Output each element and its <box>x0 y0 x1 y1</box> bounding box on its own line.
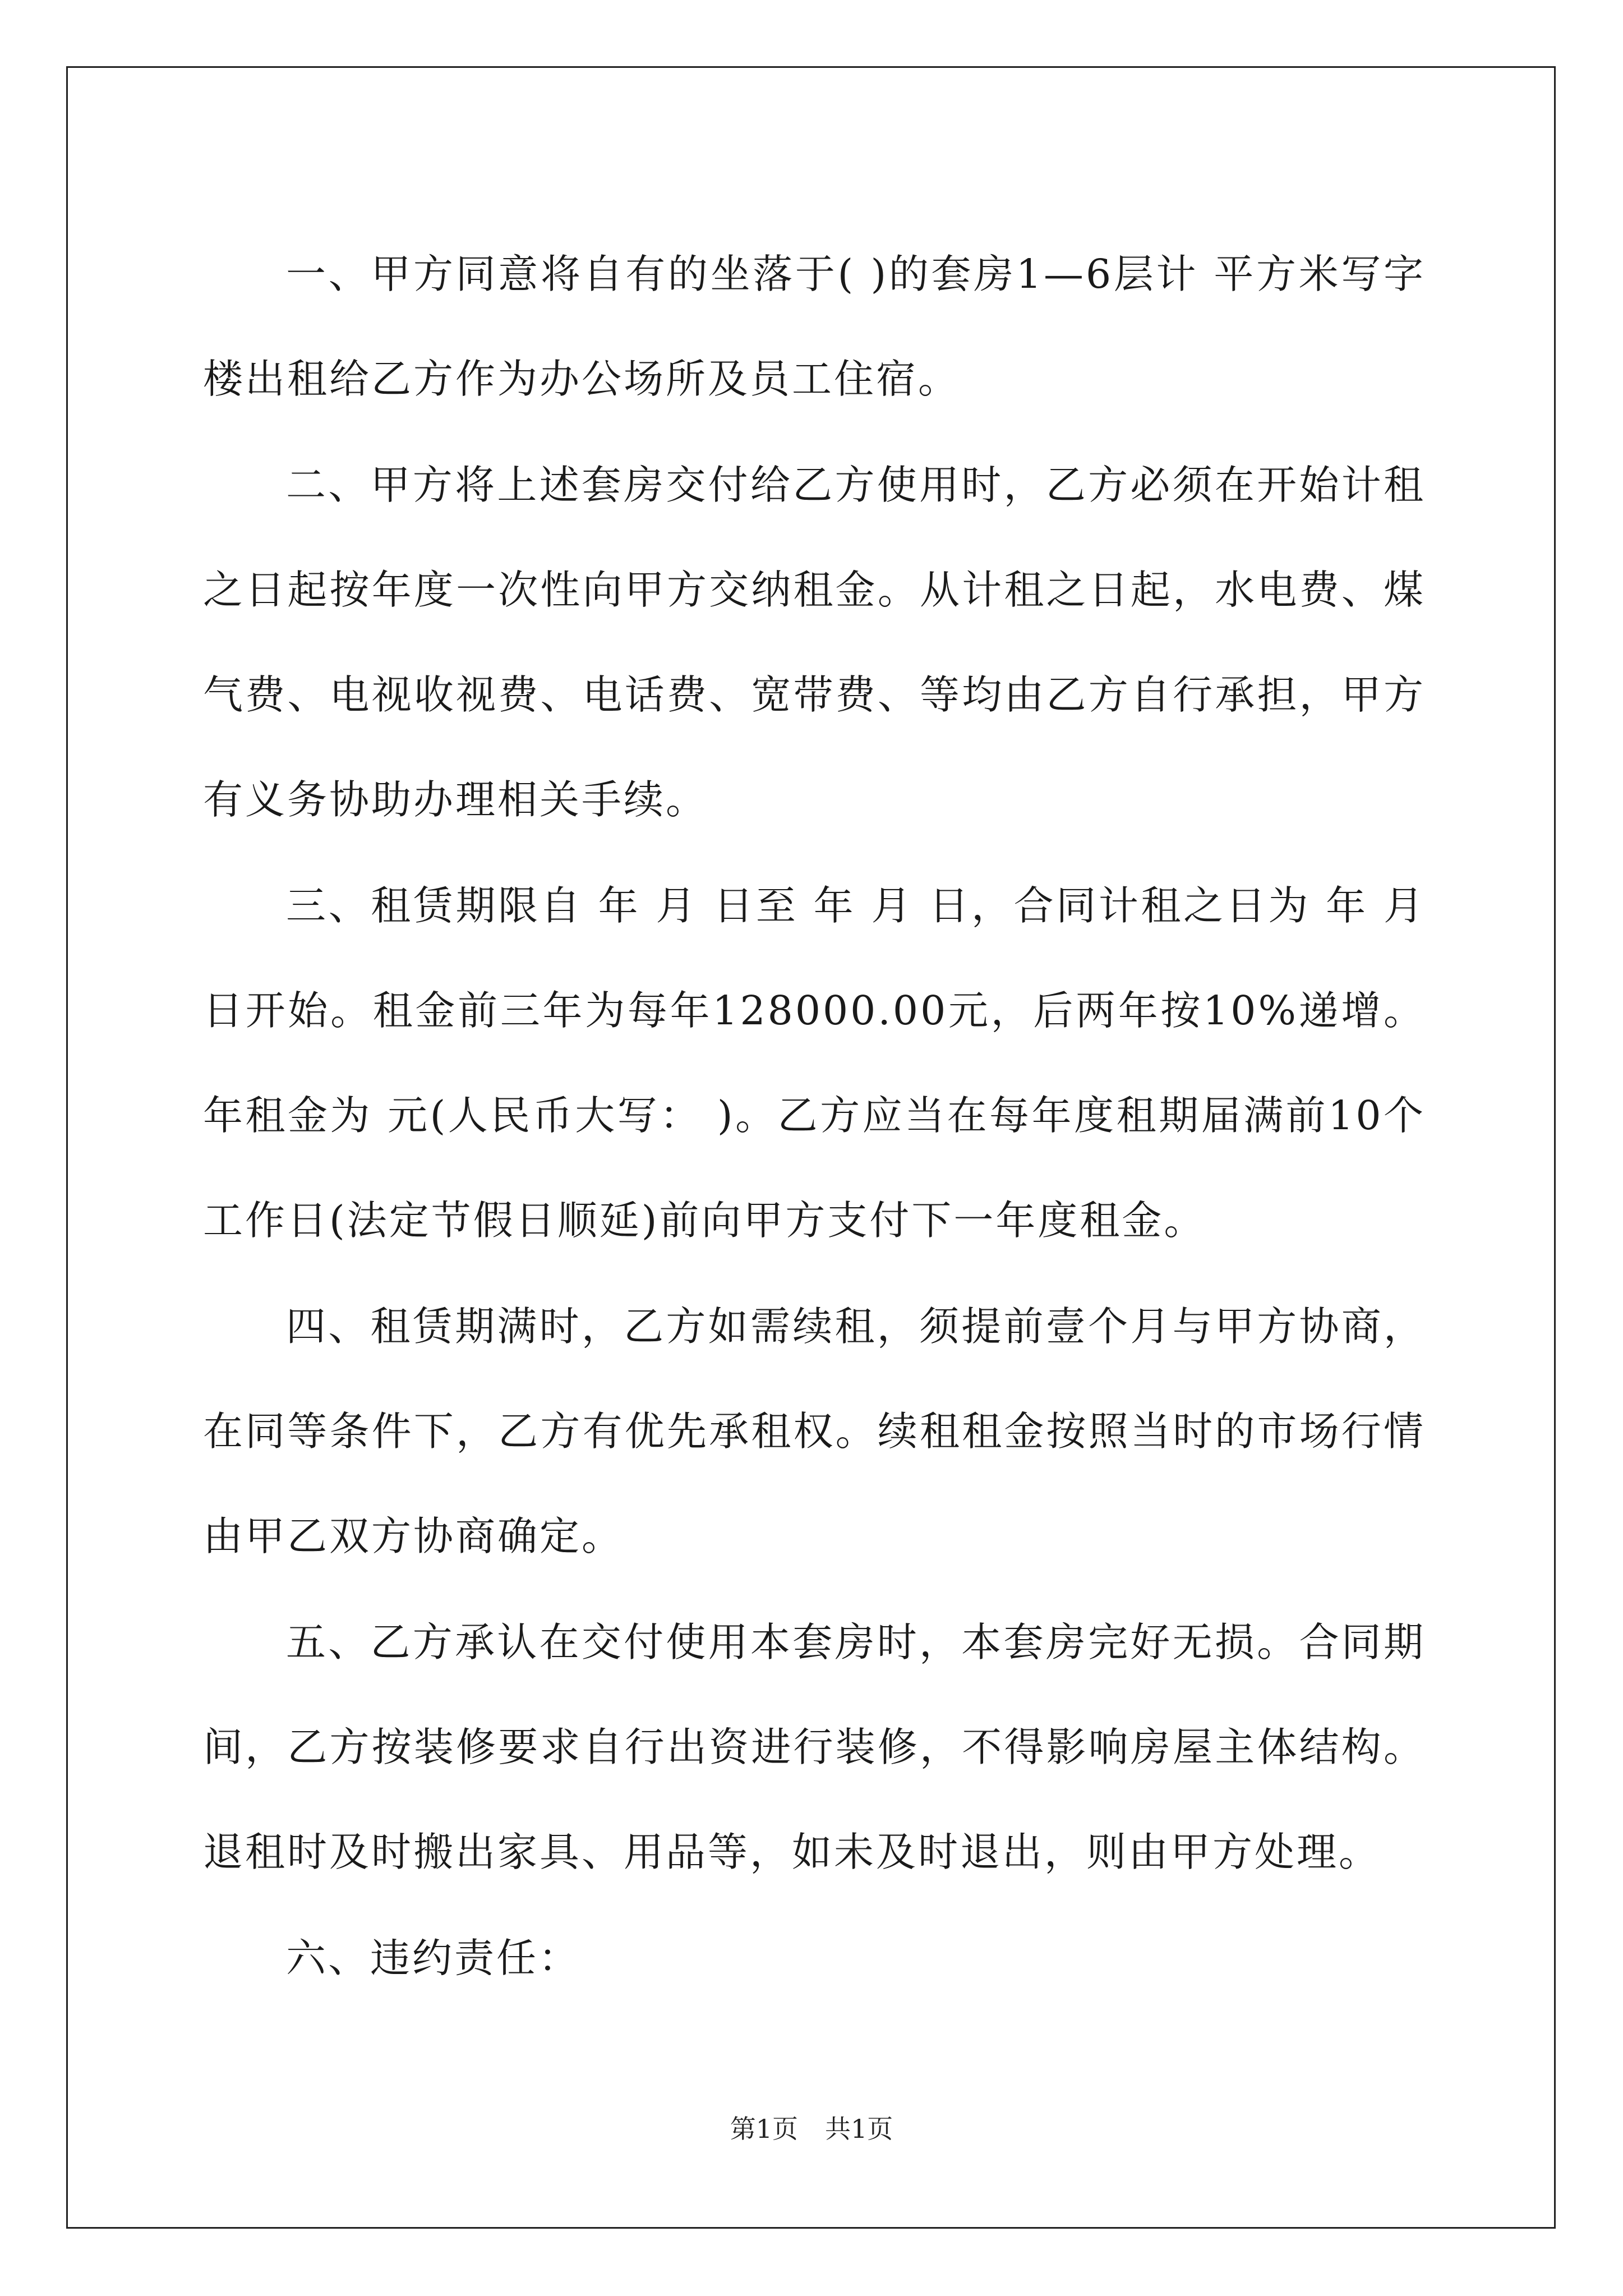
page-number-current: 第1页 <box>730 2114 798 2144</box>
page-footer <box>0 2112 1623 2146</box>
clause-1-paragraph: 一、甲方同意将自有的坐落于( )的套房1—6层计 平方米写字楼出租给乙方作为办公场所及员工住宿。 <box>203 251 1426 402</box>
document-body <box>203 222 1426 2012</box>
clause-6-heading: 六、违约责任： <box>286 1935 581 1981</box>
clause-4-paragraph: 四、租赁期满时，乙方如需续租，须提前壹个月与甲方协商，在同等条件下，乙方有优先承租权。续租租金按照当时的市场行情由甲乙双方协商确定。 <box>203 1303 1426 1559</box>
clause-3-paragraph: 三、租赁期限自 年 月 日至 年 月 日，合同计租之日为 年 月 日开始。租金前三年为每年128000.00元，后两年按10%递增。年租金为 元(人民币大写： )。乙方应当在每年度租期届满前10个工作日(法定节假日顺延)前向甲方支付下一年度租金。 <box>203 882 1426 1244</box>
page-number-total: 共1页 <box>825 2114 893 2144</box>
clause-2-paragraph: 二、甲方将上述套房交付给乙方使用时，乙方必须在开始计租之日起按年度一次性向甲方交纳租金。从计租之日起，水电费、煤气费、电视收视费、电话费、宽带费、等均由乙方自行承担，甲方有义务协助办理相关手续。 <box>203 462 1426 823</box>
clause-5-paragraph: 五、乙方承认在交付使用本套房时，本套房完好无损。合同期间，乙方按装修要求自行出资进行装修，不得影响房屋主体结构。退租时及时搬出家具、用品等，如未及时退出，则由甲方处理。 <box>203 1619 1426 1875</box>
